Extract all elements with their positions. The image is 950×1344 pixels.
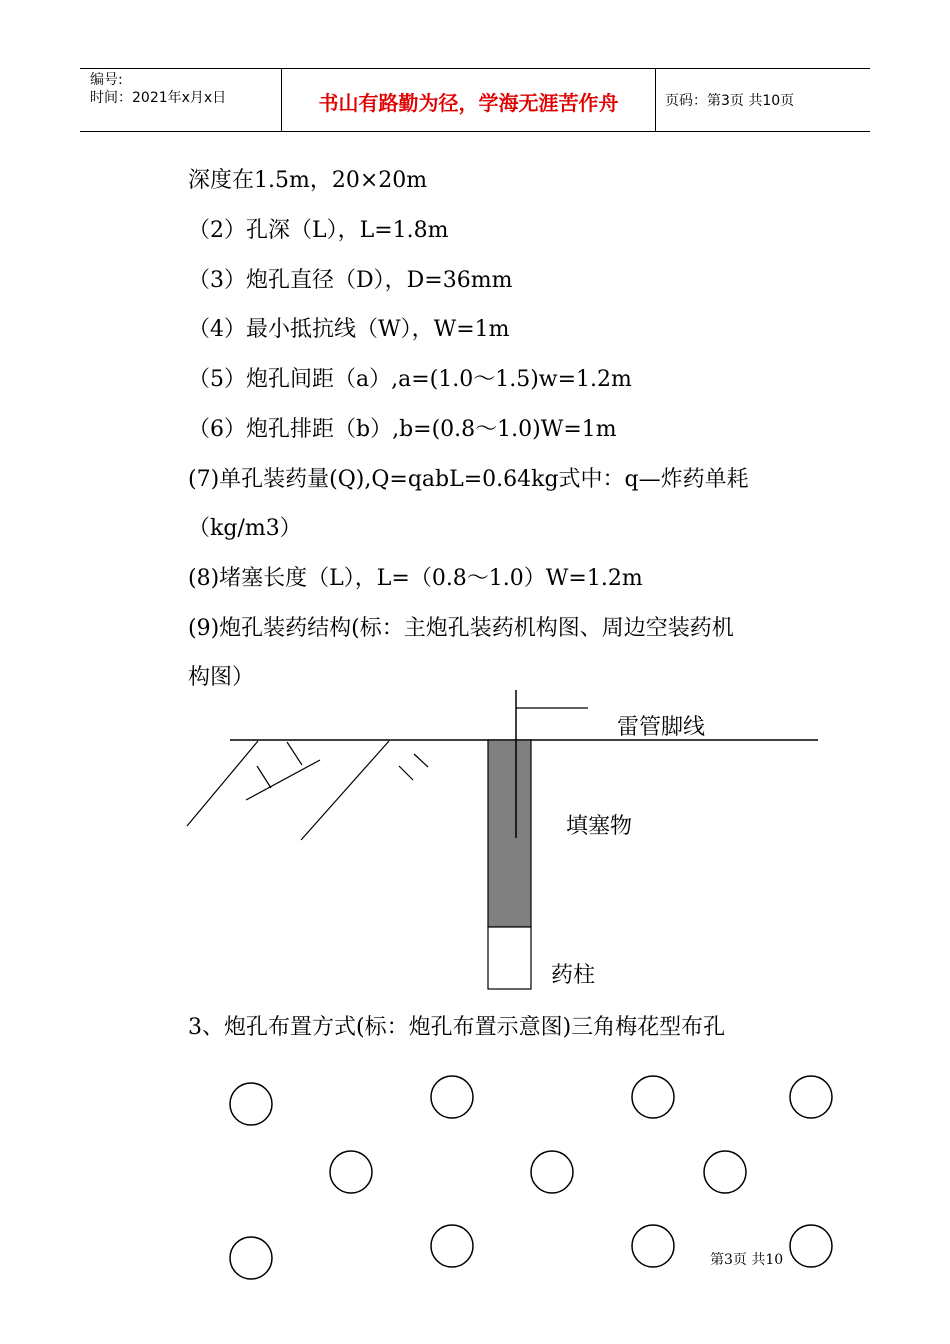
detonator-label: 雷管脚线 bbox=[617, 715, 706, 740]
blast-hole bbox=[431, 1076, 473, 1118]
number-label: 编号: bbox=[90, 72, 123, 88]
blast-hole bbox=[790, 1076, 832, 1118]
text-line: (9)炮孔装药结构(标：主炮孔装药机构图、周边空装药机 bbox=[188, 616, 734, 641]
text-line: （2）孔深（L），L=1.8m bbox=[188, 218, 449, 243]
slope-line bbox=[301, 741, 389, 840]
blast-hole bbox=[431, 1225, 473, 1267]
blast-hole bbox=[230, 1083, 272, 1125]
stemming-section bbox=[488, 740, 531, 927]
tick-mark bbox=[257, 766, 271, 788]
section-3-heading: 3、炮孔布置方式(标：炮孔布置示意图)三角梅花型布孔 bbox=[188, 1015, 726, 1040]
text-line: 构图） bbox=[188, 665, 255, 690]
text-line: (8)堵塞长度（L），L=（0.8～1.0）W=1.2m bbox=[188, 566, 643, 591]
charge-column bbox=[488, 927, 531, 989]
text-line: (7)单孔装药量(Q),Q=qabL=0.64kg式中：q—炸药单耗 bbox=[188, 467, 749, 492]
text-line: （6）炮孔排距（b）,b=(0.8～1.0)W=1m bbox=[188, 417, 617, 442]
motto: 书山有路勤为径，学海无涯苦作舟 bbox=[318, 91, 619, 115]
blast-hole bbox=[531, 1151, 573, 1193]
slope-line bbox=[187, 741, 258, 826]
blast-hole bbox=[632, 1225, 674, 1267]
blast-hole bbox=[704, 1151, 746, 1193]
blast-hole bbox=[790, 1225, 832, 1267]
text-line: （3）炮孔直径（D），D=36mm bbox=[188, 268, 513, 293]
text-line: （4）最小抵抗线（W），W=1m bbox=[188, 317, 510, 342]
tick-mark bbox=[287, 742, 302, 765]
tick-mark bbox=[399, 766, 413, 780]
text-line: 深度在1.5m，20×20m bbox=[188, 168, 428, 193]
text-line: （5）炮孔间距（a）,a=(1.0～1.5)w=1.2m bbox=[188, 367, 632, 392]
time-label: 时间：2021年x月x日 bbox=[90, 90, 227, 106]
blast-hole bbox=[230, 1237, 272, 1279]
charge-label: 药柱 bbox=[551, 963, 596, 988]
stemming-label: 填塞物 bbox=[566, 814, 633, 839]
page-info: 页码：第3页 共10页 bbox=[665, 93, 795, 109]
blast-hole bbox=[330, 1151, 372, 1193]
tick-mark bbox=[414, 754, 428, 767]
footer-page-number: 第3页 共10 bbox=[710, 1252, 784, 1268]
blast-hole bbox=[632, 1076, 674, 1118]
text-line: （kg/m3） bbox=[188, 516, 302, 541]
